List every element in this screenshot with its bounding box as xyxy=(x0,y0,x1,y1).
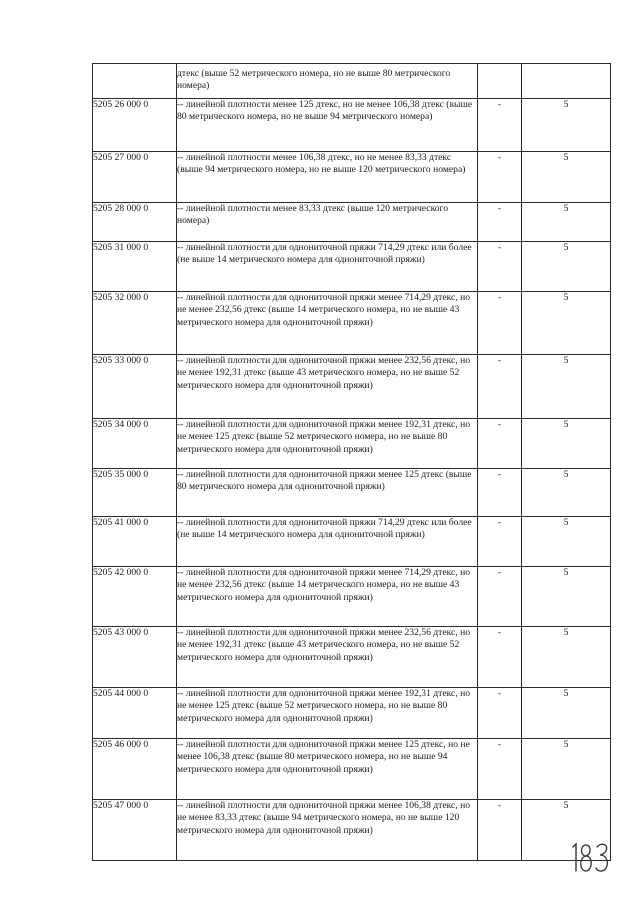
table-row xyxy=(93,99,611,152)
code-text: 5205 41 000 0 xyxy=(93,517,149,528)
code-cell xyxy=(93,419,177,469)
table-row xyxy=(93,419,611,469)
description-cell: -- линейной плотности менее 83,33 дтекс (выше 120 метрического номера) xyxy=(177,203,478,242)
tariff-table xyxy=(92,63,611,861)
code-text: 5205 34 000 0 xyxy=(93,419,149,430)
duty-cell-2: 5 xyxy=(522,800,611,861)
code-cell xyxy=(93,469,177,517)
duty-cell-1: - xyxy=(478,627,522,688)
duty-cell-2 xyxy=(522,64,611,99)
table-row xyxy=(93,517,611,567)
code-text: 5205 27 000 0 xyxy=(93,152,149,163)
table-row xyxy=(93,627,611,688)
table-row xyxy=(93,739,611,800)
description-cell: -- линейной плотности для однониточной пряжи менее 232,56 дтекс, но не менее 192,31 дтекс (выше 43 метрического номера, но не выше 52 метрического номера для однониточной пряжи) xyxy=(177,355,478,419)
table-row xyxy=(93,152,611,203)
duty-cell-2: 5 xyxy=(522,99,611,152)
duty-cell-2: 5 xyxy=(522,242,611,292)
description-cell: -- линейной плотности для однониточной пряжи 714,29 дтекс или более (не выше 14 метрического номера для однониточной пряжи) xyxy=(177,242,478,292)
code-cell xyxy=(93,99,177,152)
code-text: 5205 33 000 0 xyxy=(93,355,149,366)
table-row xyxy=(93,567,611,627)
code-text: 5205 47 000 0 xyxy=(93,800,149,811)
code-text: 5205 26 000 0 xyxy=(93,99,149,110)
duty-cell-2: 5 xyxy=(522,469,611,517)
code-text: 5205 44 000 0 xyxy=(93,688,149,699)
code-cell xyxy=(93,355,177,419)
code-cell xyxy=(93,739,177,800)
duty-cell-1: - xyxy=(478,292,522,355)
code-cell xyxy=(93,627,177,688)
description-cell: -- линейной плотности менее 106,38 дтекс, но не менее 83,33 дтекс (выше 94 метрического номера, но не выше 120 метрического номера) xyxy=(177,152,478,203)
code-text: 5205 46 000 0 xyxy=(93,739,149,750)
duty-cell-1 xyxy=(478,64,522,99)
duty-cell-2: 5 xyxy=(522,567,611,627)
code-cell xyxy=(93,242,177,292)
description-cell: -- линейной плотности для однониточной пряжи 714,29 дтекс или более (не выше 14 метрического номера для однониточной пряжи) xyxy=(177,517,478,567)
description-cell: -- линейной плотности для однониточной пряжи менее 125 дтекс (выше 80 метрического номера для однониточной пряжи) xyxy=(177,469,478,517)
code-text: 5205 43 000 0 xyxy=(93,627,149,638)
code-cell xyxy=(93,517,177,567)
description-cell: -- линейной плотности для однониточной пряжи менее 714,29 дтекс, но не менее 232,56 дтекс (выше 14 метрического номера, но не выше 43 метрического номера для однониточной пряжи) xyxy=(177,567,478,627)
duty-cell-2: 5 xyxy=(522,627,611,688)
code-cell xyxy=(93,64,177,99)
code-text: 5205 31 000 0 xyxy=(93,242,149,253)
duty-cell-1: - xyxy=(478,355,522,419)
duty-cell-1: - xyxy=(478,517,522,567)
description-cell: -- линейной плотности для однониточной пряжи менее 125 дтекс, но не менее 106,38 дтекс (выше 80 метрического номера, но не выше 94 метрического номера для однониточной пряжи) xyxy=(177,739,478,800)
duty-cell-2: 5 xyxy=(522,419,611,469)
duty-cell-1: - xyxy=(478,419,522,469)
table-row xyxy=(93,64,611,99)
table-row xyxy=(93,292,611,355)
description-cell: -- линейной плотности для однониточной пряжи менее 232,56 дтекс, но не менее 192,31 дтекс (выше 43 метрического номера, но не выше 52 метрического номера для однониточной пряжи) xyxy=(177,627,478,688)
duty-cell-1: - xyxy=(478,203,522,242)
duty-cell-1: - xyxy=(478,99,522,152)
code-text: 5205 35 000 0 xyxy=(93,469,149,480)
duty-cell-2: 5 xyxy=(522,203,611,242)
code-cell xyxy=(93,292,177,355)
description-cell: -- линейной плотности для однониточной пряжи менее 192,31 дтекс, но не менее 125 дтекс (выше 52 метрического номера, но не выше 80 метрического номера для однониточной пряжи) xyxy=(177,419,478,469)
duty-cell-2: 5 xyxy=(522,688,611,739)
duty-cell-1: - xyxy=(478,739,522,800)
table-row xyxy=(93,242,611,292)
duty-cell-2: 5 xyxy=(522,739,611,800)
duty-cell-2: 5 xyxy=(522,355,611,419)
description-cell: -- линейной плотности для однониточной пряжи менее 106,38 дтекс, но не менее 83,33 дтекс (выше 94 метрического номера, но не выше 120 метрического номера для однониточной пряжи) xyxy=(177,800,478,861)
table-row xyxy=(93,469,611,517)
handwritten-page-number xyxy=(568,841,614,875)
duty-cell-2: 5 xyxy=(522,292,611,355)
duty-cell-2: 5 xyxy=(522,152,611,203)
description-cell: -- линейной плотности для однониточной пряжи менее 714,29 дтекс, но не менее 232,56 дтекс (выше 14 метрического номера, но не выше 43 метрического номера для однониточной пряжи) xyxy=(177,292,478,355)
duty-cell-1: - xyxy=(478,567,522,627)
duty-cell-1: - xyxy=(478,152,522,203)
code-cell xyxy=(93,567,177,627)
duty-cell-1: - xyxy=(478,242,522,292)
table-row xyxy=(93,203,611,242)
code-text: 5205 28 000 0 xyxy=(93,203,149,214)
code-text: 5205 42 000 0 xyxy=(93,567,149,578)
table-row xyxy=(93,800,611,861)
table-row xyxy=(93,355,611,419)
table-row xyxy=(93,688,611,739)
code-cell xyxy=(93,800,177,861)
code-cell xyxy=(93,203,177,242)
duty-cell-1: - xyxy=(478,800,522,861)
duty-cell-1: - xyxy=(478,469,522,517)
description-cell: -- линейной плотности для однониточной пряжи менее 192,31 дтекс, но не менее 125 дтекс (выше 52 метрического номера, но не выше 80 метрического номера для однониточной пряжи) xyxy=(177,688,478,739)
code-cell xyxy=(93,688,177,739)
description-cell: дтекс (выше 52 метрического номера, но не выше 80 метрического номера) xyxy=(177,64,478,99)
duty-cell-1: - xyxy=(478,688,522,739)
description-cell: -- линейной плотности менее 125 дтекс, но не менее 106,38 дтекс (выше 80 метрического номера, но не выше 94 метрического номера) xyxy=(177,99,478,152)
code-cell xyxy=(93,152,177,203)
duty-cell-2: 5 xyxy=(522,517,611,567)
code-text: 5205 32 000 0 xyxy=(93,292,149,303)
